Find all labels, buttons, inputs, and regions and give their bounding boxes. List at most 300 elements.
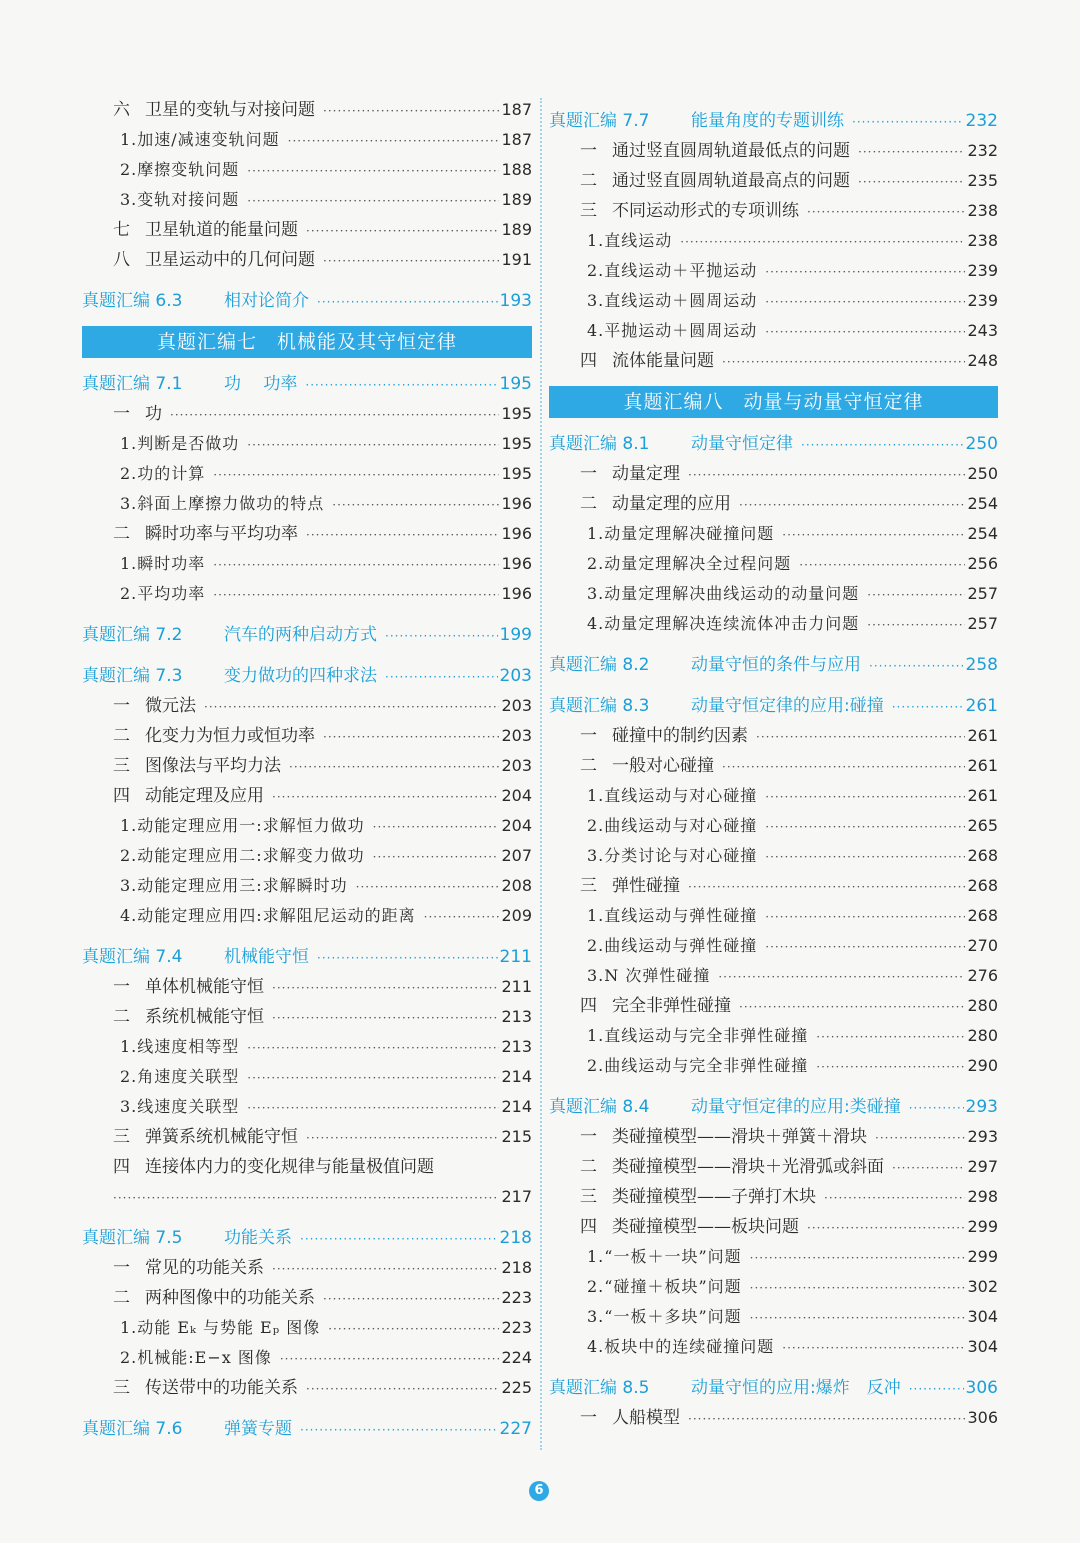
section-number: 真题汇编 7.3 — [82, 666, 183, 686]
toc-subentry[interactable] — [82, 579, 532, 609]
dot-leader — [909, 1093, 964, 1123]
dot-leader — [750, 1243, 966, 1273]
dot-leader — [739, 992, 965, 1022]
dot-leader — [300, 1415, 498, 1445]
toc-subentry[interactable] — [549, 931, 998, 961]
entry-title: 1.动能 Eₖ 与势能 Eₚ 图像 — [120, 1318, 321, 1337]
toc-entry[interactable] — [549, 166, 998, 196]
dot-leader — [869, 651, 964, 681]
entry-page-number: 199 — [499, 625, 532, 645]
entry-title: 动能定理及应用 — [145, 786, 264, 806]
entry-page-number: 280 — [967, 996, 998, 1015]
entry-page-number: 250 — [967, 464, 998, 483]
entry-page-number: 193 — [499, 291, 532, 311]
entry-page-number: 299 — [967, 1217, 998, 1236]
dot-leader — [765, 812, 965, 842]
toc-subentry[interactable] — [549, 1021, 998, 1051]
dot-leader — [328, 1314, 499, 1344]
entry-page-number: 209 — [501, 906, 532, 925]
section-entry[interactable] — [82, 286, 532, 316]
toc-entry[interactable] — [549, 991, 998, 1021]
dot-leader — [247, 1033, 499, 1063]
entry-title: 化变力为恒力或恒功率 — [145, 726, 315, 746]
section-entry[interactable] — [549, 650, 998, 680]
toc-subentry[interactable] — [549, 781, 998, 811]
entry-page-number: 218 — [499, 1228, 532, 1248]
toc-subentry[interactable] — [82, 1313, 532, 1343]
entry-page-number: 248 — [967, 351, 998, 370]
dot-leader — [306, 1123, 499, 1153]
toc-subentry[interactable] — [549, 1242, 998, 1272]
entry-page-number: 238 — [967, 231, 998, 250]
entry-page-number: 189 — [501, 220, 532, 239]
entry-title: 类碰撞模型——滑块＋弹簧＋滑块 — [612, 1127, 867, 1147]
entry-page-number: 257 — [967, 584, 998, 603]
entry-page-number: 223 — [501, 1318, 532, 1337]
dot-leader — [807, 197, 965, 227]
dot-leader — [305, 370, 497, 400]
entry-marker: 二 — [580, 756, 597, 776]
entry-title: 动量守恒定律 — [691, 434, 793, 454]
entry-title: 3.分类讨论与对心碰撞 — [587, 846, 758, 865]
dot-leader — [688, 1404, 965, 1434]
entry-page-number: 218 — [501, 1258, 532, 1277]
entry-marker: 三 — [580, 201, 597, 221]
entry-title: 弹簧系统机械能守恒 — [145, 1127, 298, 1147]
entry-title: 功 — [145, 404, 162, 424]
entry-page-number: 196 — [501, 584, 532, 603]
entry-page-number: 217 — [501, 1187, 532, 1206]
entry-title: 1.直线运动 — [587, 231, 673, 250]
section-entry[interactable] — [82, 369, 532, 399]
entry-page-number: 214 — [501, 1097, 532, 1116]
dot-leader — [323, 722, 499, 752]
entry-title: 汽车的两种启动方式 — [224, 625, 377, 645]
entry-page-number: 203 — [501, 726, 532, 745]
section-number: 真题汇编 7.2 — [82, 625, 183, 645]
toc-entry[interactable] — [82, 972, 532, 1002]
toc-subentry[interactable] — [82, 489, 532, 519]
toc-entry[interactable] — [549, 1212, 998, 1242]
entry-marker: 一 — [113, 404, 130, 424]
entry-page-number: 187 — [501, 130, 532, 149]
entry-title: 2.动能定理应用二:求解变力做功 — [120, 846, 365, 865]
entry-page-number: 238 — [967, 201, 998, 220]
entry-title: 4.板块中的连续碰撞问题 — [587, 1337, 775, 1356]
entry-page-number: 290 — [967, 1056, 998, 1075]
toc-entry[interactable] — [82, 1283, 532, 1313]
entry-title: 1.直线运动与对心碰撞 — [587, 786, 758, 805]
dot-leader — [247, 186, 499, 216]
dot-leader — [892, 1153, 965, 1183]
toc-subentry[interactable] — [82, 155, 532, 185]
entry-page-number: 215 — [501, 1127, 532, 1146]
entry-marker: 二 — [113, 1288, 130, 1308]
dot-leader — [765, 317, 965, 347]
entry-page-number: 258 — [965, 655, 998, 675]
dot-leader — [816, 1052, 965, 1082]
entry-title: 两种图像中的功能关系 — [145, 1288, 315, 1308]
entry-page-number: 211 — [499, 947, 532, 967]
entry-title: 3.斜面上摩擦力做功的特点 — [120, 494, 325, 513]
entry-marker: 一 — [580, 464, 597, 484]
dot-leader — [317, 943, 498, 973]
toc-subentry[interactable] — [549, 901, 998, 931]
dot-leader — [247, 1093, 499, 1123]
dot-leader — [272, 1003, 499, 1033]
toc-entry[interactable] — [549, 1182, 998, 1212]
toc-subentry[interactable] — [82, 871, 532, 901]
entry-title: 1.瞬时功率 — [120, 554, 206, 573]
dot-leader — [272, 1254, 499, 1284]
section-number: 真题汇编 8.4 — [549, 1097, 650, 1117]
dot-leader — [739, 490, 965, 520]
dot-leader — [858, 167, 965, 197]
entry-title: 动量定理的应用 — [612, 494, 731, 514]
toc-subentry[interactable] — [82, 125, 532, 155]
entry-title: 人船模型 — [612, 1408, 680, 1428]
toc-entry[interactable] — [82, 95, 532, 125]
entry-page-number: 280 — [967, 1026, 998, 1045]
dot-leader — [909, 1374, 964, 1404]
section-entry[interactable] — [82, 1223, 532, 1253]
toc-entry[interactable] — [82, 399, 532, 429]
toc-entry[interactable] — [82, 245, 532, 275]
toc-entry[interactable] — [82, 721, 532, 751]
entry-title: 2.曲线运动与完全非弹性碰撞 — [587, 1056, 809, 1075]
entry-page-number: 268 — [967, 906, 998, 925]
entry-marker: 二 — [113, 726, 130, 746]
dot-leader — [113, 1183, 499, 1213]
dot-leader — [875, 1123, 965, 1153]
entry-marker: 一 — [580, 141, 597, 161]
entry-page-number: 195 — [501, 434, 532, 453]
toc-subentry[interactable] — [82, 429, 532, 459]
dot-leader — [756, 722, 965, 752]
toc-entry-continued[interactable] — [82, 1182, 532, 1212]
entry-marker: 一 — [580, 1408, 597, 1428]
entry-title: 弹性碰撞 — [612, 876, 680, 896]
entry-page-number: 187 — [501, 100, 532, 119]
entry-page-number: 254 — [967, 494, 998, 513]
entry-marker: 二 — [580, 494, 597, 514]
entry-page-number: 188 — [501, 160, 532, 179]
entry-marker: 三 — [113, 756, 130, 776]
entry-page-number: 261 — [967, 786, 998, 805]
toc-entry[interactable] — [82, 1122, 532, 1152]
entry-title: 3.N 次弹性碰撞 — [587, 966, 711, 985]
entry-page-number: 207 — [501, 846, 532, 865]
dot-leader — [680, 227, 965, 257]
dot-leader — [170, 400, 499, 430]
entry-title: 连接体内力的变化规律与能量极值问题 — [145, 1157, 434, 1177]
section-number: 真题汇编 7.7 — [549, 111, 650, 131]
toc-subentry[interactable] — [82, 1062, 532, 1092]
entry-title: 动量定理 — [612, 464, 680, 484]
entry-marker: 二 — [113, 1007, 130, 1027]
dot-leader — [765, 932, 965, 962]
toc-subentry[interactable] — [82, 549, 532, 579]
section-number: 真题汇编 8.2 — [549, 655, 650, 675]
entry-title: 2.曲线运动与对心碰撞 — [587, 816, 758, 835]
entry-title: 类碰撞模型——滑块＋光滑弧或斜面 — [612, 1157, 884, 1177]
entry-title: 碰撞中的制约因素 — [612, 726, 748, 746]
dot-leader — [816, 1022, 965, 1052]
section-entry[interactable] — [549, 691, 998, 721]
dot-leader — [306, 216, 499, 246]
toc-entry[interactable] — [82, 781, 532, 811]
toc-entry[interactable] — [82, 215, 532, 245]
entry-page-number: 232 — [965, 111, 998, 131]
section-entry[interactable] — [82, 661, 532, 691]
entry-page-number: 191 — [501, 250, 532, 269]
section-number: 真题汇编 6.3 — [82, 291, 183, 311]
toc-subentry[interactable] — [549, 316, 998, 346]
entry-title: 机械能守恒 — [224, 947, 309, 967]
entry-page-number: 306 — [967, 1408, 998, 1427]
entry-title: 1.直线运动与完全非弹性碰撞 — [587, 1026, 809, 1045]
entry-title: 2.动量定理解决全过程问题 — [587, 554, 792, 573]
toc-entry[interactable] — [82, 1253, 532, 1283]
dot-leader — [373, 812, 500, 842]
toc-subentry[interactable] — [82, 811, 532, 841]
toc-subentry[interactable] — [549, 1302, 998, 1332]
toc-entry[interactable] — [549, 1122, 998, 1152]
entry-title: 传送带中的功能关系 — [145, 1378, 298, 1398]
dot-leader — [799, 550, 965, 580]
entry-title: 完全非弹性碰撞 — [612, 996, 731, 1016]
entry-title: 不同运动形式的专项训练 — [612, 201, 799, 221]
dot-leader — [247, 1063, 499, 1093]
section-entry[interactable] — [82, 942, 532, 972]
entry-title: 3.动能定理应用三:求解瞬时功 — [120, 876, 348, 895]
entry-title: 动量守恒的应用:爆炸 反冲 — [691, 1378, 901, 1398]
toc-right-column — [549, 95, 998, 1433]
entry-page-number: 227 — [499, 1419, 532, 1439]
entry-marker: 三 — [113, 1378, 130, 1398]
entry-page-number: 243 — [967, 321, 998, 340]
toc-subentry[interactable] — [549, 549, 998, 579]
entry-page-number: 189 — [501, 190, 532, 209]
toc-subentry[interactable] — [549, 1332, 998, 1362]
entry-marker: 二 — [580, 1157, 597, 1177]
dot-leader — [385, 662, 498, 692]
entry-page-number: 203 — [501, 696, 532, 715]
dot-leader — [317, 287, 498, 317]
entry-page-number: 204 — [501, 786, 532, 805]
entry-page-number: 239 — [967, 261, 998, 280]
toc-subentry[interactable] — [549, 519, 998, 549]
entry-page-number: 195 — [501, 464, 532, 483]
entry-title: 通过竖直圆周轨道最高点的问题 — [612, 171, 850, 191]
toc-subentry[interactable] — [549, 609, 998, 639]
entry-title: 4.平抛运动＋圆周运动 — [587, 321, 758, 340]
entry-page-number: 265 — [967, 816, 998, 835]
entry-page-number: 195 — [501, 404, 532, 423]
toc-entry[interactable] — [82, 691, 532, 721]
toc-subentry[interactable] — [549, 256, 998, 286]
toc-entry[interactable] — [549, 489, 998, 519]
toc-entry[interactable] — [82, 519, 532, 549]
dot-leader — [213, 460, 499, 490]
entry-title: 1.判断是否做功 — [120, 434, 240, 453]
toc-subentry[interactable] — [82, 841, 532, 871]
toc-subentry[interactable] — [82, 459, 532, 489]
entry-page-number: 224 — [501, 1348, 532, 1367]
entry-page-number: 268 — [967, 846, 998, 865]
dot-leader — [801, 430, 964, 460]
entry-title: 弹簧专题 — [224, 1419, 292, 1439]
entry-page-number: 213 — [501, 1037, 532, 1056]
entry-title: 3.变轨对接问题 — [120, 190, 240, 209]
dot-leader — [807, 1213, 965, 1243]
entry-title: 2.曲线运动与弹性碰撞 — [587, 936, 758, 955]
entry-title: 1.“一板＋一块”问题 — [587, 1247, 742, 1266]
dot-leader — [332, 490, 499, 520]
section-entry[interactable] — [549, 1373, 998, 1403]
entry-page-number: 208 — [501, 876, 532, 895]
entry-marker: 三 — [580, 876, 597, 896]
entry-title: 图像法与平均力法 — [145, 756, 281, 776]
entry-page-number: 293 — [965, 1097, 998, 1117]
entry-page-number: 254 — [967, 524, 998, 543]
toc-subentry[interactable] — [82, 185, 532, 215]
dot-leader — [204, 692, 499, 722]
entry-title: 相对论简介 — [224, 291, 309, 311]
entry-title: 系统机械能守恒 — [145, 1007, 264, 1027]
dot-leader — [782, 1333, 965, 1363]
entry-title: 功 功率 — [224, 374, 298, 394]
toc-subentry[interactable] — [549, 226, 998, 256]
dot-leader — [750, 1273, 966, 1303]
section-entry[interactable] — [549, 429, 998, 459]
entry-title: 3.直线运动＋圆周运动 — [587, 291, 758, 310]
entry-title: 类碰撞模型——子弹打木块 — [612, 1187, 816, 1207]
entry-title: 类碰撞模型——板块问题 — [612, 1217, 799, 1237]
section-number: 真题汇编 8.1 — [549, 434, 650, 454]
dot-leader — [306, 520, 499, 550]
entry-title: 卫星运动中的几何问题 — [145, 250, 315, 270]
entry-page-number: 250 — [965, 434, 998, 454]
toc-subentry[interactable] — [82, 1343, 532, 1373]
dot-leader — [867, 580, 965, 610]
dot-leader — [852, 107, 964, 137]
toc-entry[interactable] — [549, 196, 998, 226]
dot-leader — [718, 962, 965, 992]
toc-entry[interactable] — [549, 136, 998, 166]
toc-subentry[interactable] — [82, 1092, 532, 1122]
toc-entry[interactable] — [82, 1373, 532, 1403]
entry-page-number: 203 — [499, 666, 532, 686]
toc-entry[interactable] — [82, 751, 532, 781]
entry-marker: 四 — [580, 351, 597, 371]
toc-left-column — [82, 95, 532, 1444]
toc-entry[interactable] — [549, 1152, 998, 1182]
toc-entry[interactable] — [549, 751, 998, 781]
entry-page-number: 293 — [967, 1127, 998, 1146]
entry-title: 瞬时功率与平均功率 — [145, 524, 298, 544]
toc-entry[interactable] — [549, 721, 998, 751]
dot-leader — [385, 621, 498, 651]
entry-page-number: 261 — [965, 696, 998, 716]
entry-title: 微元法 — [145, 696, 196, 716]
toc-subentry[interactable] — [549, 1051, 998, 1081]
toc-entry[interactable] — [549, 459, 998, 489]
entry-title: 功能关系 — [224, 1228, 292, 1248]
entry-page-number: 261 — [967, 726, 998, 745]
toc-subentry[interactable] — [549, 579, 998, 609]
entry-page-number: 298 — [967, 1187, 998, 1206]
entry-title: 1.直线运动与弹性碰撞 — [587, 906, 758, 925]
entry-page-number: 213 — [501, 1007, 532, 1026]
dot-leader — [858, 137, 965, 167]
entry-title: 流体能量问题 — [612, 351, 714, 371]
entry-marker: 一 — [580, 726, 597, 746]
toc-entry[interactable] — [549, 1403, 998, 1433]
entry-page-number: 261 — [967, 756, 998, 775]
entry-title: 单体机械能守恒 — [145, 977, 264, 997]
dot-leader — [247, 430, 499, 460]
toc-subentry[interactable] — [82, 1032, 532, 1062]
entry-title: 4.动量定理解决连续流体冲击力问题 — [587, 614, 860, 633]
entry-page-number: 257 — [967, 614, 998, 633]
toc-subentry[interactable] — [549, 286, 998, 316]
section-number: 真题汇编 7.1 — [82, 374, 183, 394]
entry-marker: 三 — [113, 1127, 130, 1147]
toc-subentry[interactable] — [549, 811, 998, 841]
toc-subentry[interactable] — [549, 841, 998, 871]
toc-entry[interactable] — [549, 346, 998, 376]
dot-leader — [288, 126, 500, 156]
section-entry[interactable] — [549, 106, 998, 136]
toc-subentry[interactable] — [549, 961, 998, 991]
entry-page-number: 232 — [967, 141, 998, 160]
entry-title: 动量守恒的条件与应用 — [691, 655, 861, 675]
toc-subentry[interactable] — [549, 1272, 998, 1302]
section-entry[interactable] — [82, 620, 532, 650]
toc-entry[interactable] — [549, 871, 998, 901]
entry-page-number: 276 — [967, 966, 998, 985]
entry-marker: 四 — [580, 996, 597, 1016]
dot-leader — [356, 872, 500, 902]
page-number-badge: 6 — [529, 1481, 549, 1501]
toc-entry[interactable] — [82, 1002, 532, 1032]
entry-page-number: 270 — [967, 936, 998, 955]
section-entry[interactable] — [82, 1414, 532, 1444]
dot-leader — [213, 550, 499, 580]
dot-leader — [247, 156, 499, 186]
entry-page-number: 297 — [967, 1157, 998, 1176]
dot-leader — [424, 902, 500, 932]
entry-title: 3.线速度关联型 — [120, 1097, 240, 1116]
chapter-heading: 真题汇编七 机械能及其守恒定律 — [82, 326, 532, 358]
dot-leader — [722, 347, 965, 377]
entry-title: 2.功的计算 — [120, 464, 206, 483]
toc-subentry[interactable] — [82, 901, 532, 931]
entry-title: 1.动量定理解决碰撞问题 — [587, 524, 775, 543]
section-entry[interactable] — [549, 1092, 998, 1122]
entry-title: 常见的功能关系 — [145, 1258, 264, 1278]
dot-leader — [300, 1224, 498, 1254]
section-number: 真题汇编 7.4 — [82, 947, 183, 967]
entry-page-number: 196 — [501, 524, 532, 543]
entry-title: 1.线速度相等型 — [120, 1037, 240, 1056]
entry-title: 3.动量定理解决曲线运动的动量问题 — [587, 584, 860, 603]
entry-page-number: 196 — [501, 494, 532, 513]
dot-leader — [323, 1284, 499, 1314]
entry-marker: 四 — [580, 1217, 597, 1237]
toc-entry[interactable] — [82, 1152, 532, 1182]
